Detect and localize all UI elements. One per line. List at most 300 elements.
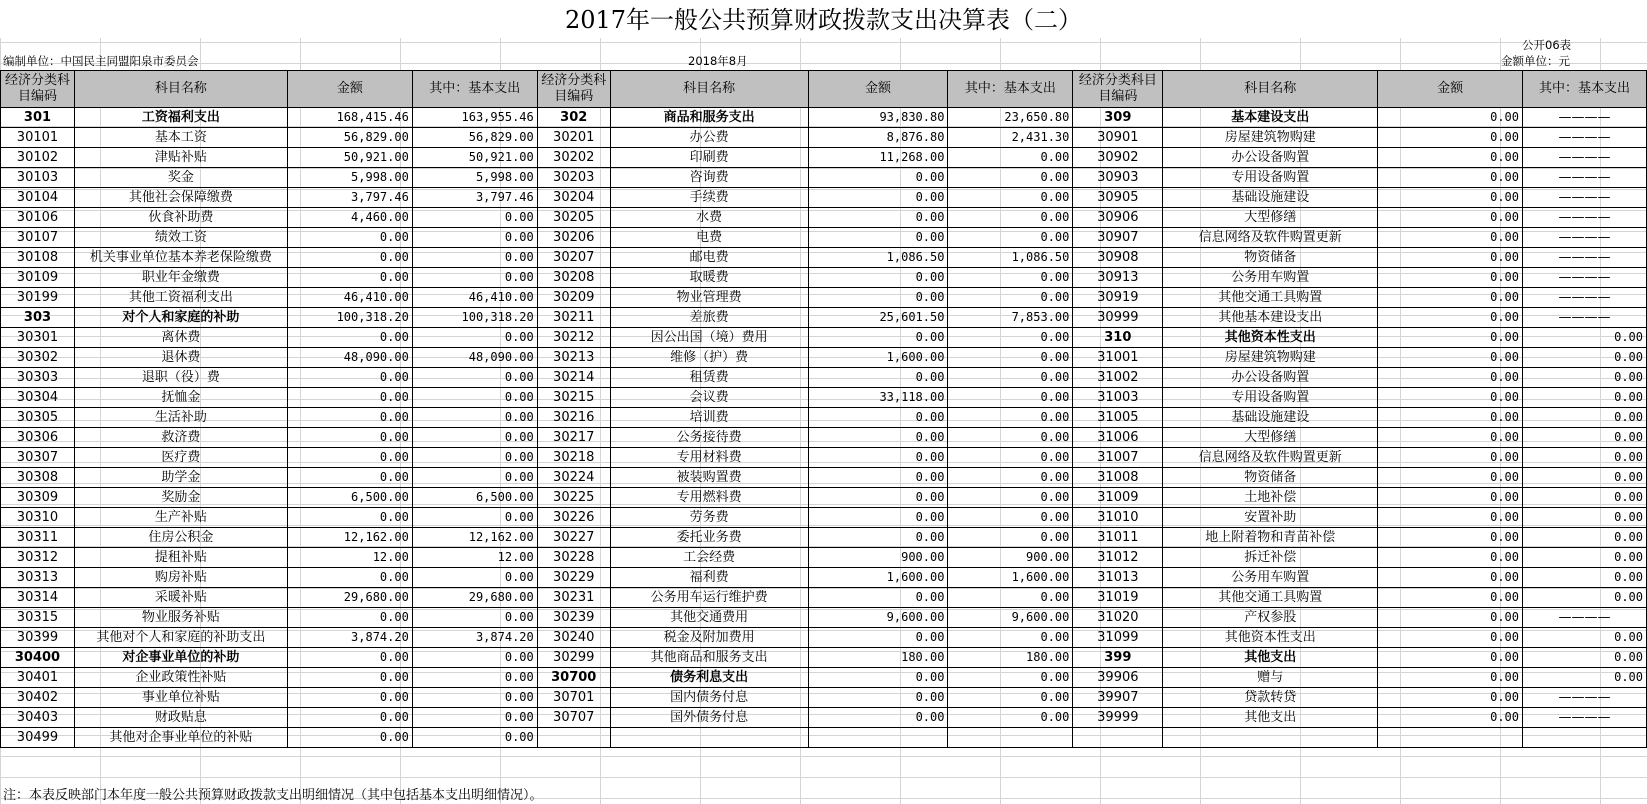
table-row [1, 188, 1647, 208]
code-cell: 31011 [1073, 528, 1163, 548]
amount-cell: 50,921.00 [287, 148, 412, 168]
basic-cell: 0.00 [948, 368, 1073, 388]
amount-cell: 0.00 [808, 468, 948, 488]
code-cell: 310 [1073, 328, 1163, 348]
name-cell: 公务用车运行维护费 [610, 588, 808, 608]
code-cell: 31006 [1073, 428, 1163, 448]
name-cell: 医疗费 [74, 448, 287, 468]
basic-cell [1523, 728, 1647, 748]
amount-cell: 0.00 [287, 468, 412, 488]
header-code: 经济分类科目编码 [1, 71, 75, 108]
table-row [1, 208, 1647, 228]
code-cell: 30109 [1, 268, 75, 288]
basic-cell: 0.00 [1523, 468, 1647, 488]
name-cell: 基本建设支出 [1163, 108, 1378, 128]
table-row [1, 368, 1647, 388]
name-cell: 专用设备购置 [1163, 168, 1378, 188]
basic-cell: 0.00 [1523, 488, 1647, 508]
basic-cell: 0.00 [948, 148, 1073, 168]
table-row [1, 448, 1647, 468]
table-row [1, 688, 1647, 708]
amount-cell: 0.00 [1378, 588, 1523, 608]
amount-cell: 46,410.00 [287, 288, 412, 308]
basic-cell: 0.00 [412, 388, 537, 408]
code-cell: 30106 [1, 208, 75, 228]
code-cell: 399 [1073, 648, 1163, 668]
basic-cell: 0.00 [948, 468, 1073, 488]
basic-cell: 0.00 [1523, 388, 1647, 408]
code-cell: 31007 [1073, 448, 1163, 468]
code-cell: 30499 [1, 728, 75, 748]
code-cell: 31001 [1073, 348, 1163, 368]
name-cell: 奖励金 [74, 488, 287, 508]
amount-cell: 0.00 [808, 368, 948, 388]
name-cell: 信息网络及软件购置更新 [1163, 448, 1378, 468]
table-row [1, 568, 1647, 588]
amount-cell: 0.00 [287, 408, 412, 428]
code-cell: 30201 [537, 128, 610, 148]
name-cell: 物资储备 [1163, 468, 1378, 488]
amount-cell: 100,318.20 [287, 308, 412, 328]
name-cell: 贷款转贷 [1163, 688, 1378, 708]
name-cell: 办公设备购置 [1163, 368, 1378, 388]
name-cell: 事业单位补贴 [74, 688, 287, 708]
amount-cell: 0.00 [1378, 268, 1523, 288]
amount-cell: 0.00 [287, 428, 412, 448]
basic-cell: 0.00 [412, 708, 537, 728]
name-cell: 其他交通费用 [610, 608, 808, 628]
amount-cell: 0.00 [287, 448, 412, 468]
amount-cell: 0.00 [808, 688, 948, 708]
amount-cell: 0.00 [1378, 548, 1523, 568]
amount-cell: 0.00 [1378, 388, 1523, 408]
table-row [1, 628, 1647, 648]
name-cell: 手续费 [610, 188, 808, 208]
code-cell: 30400 [1, 648, 75, 668]
name-cell: 企业政策性补贴 [74, 668, 287, 688]
basic-cell: 0.00 [948, 408, 1073, 428]
amount-cell: 12.00 [287, 548, 412, 568]
amount-cell: 0.00 [808, 448, 948, 468]
basic-cell: 12.00 [412, 548, 537, 568]
basic-cell: ———— [1523, 188, 1647, 208]
name-cell: 咨询费 [610, 168, 808, 188]
code-cell: 30203 [537, 168, 610, 188]
code-cell: 30399 [1, 628, 75, 648]
amount-cell: 0.00 [808, 268, 948, 288]
table-row [1, 248, 1647, 268]
amount-cell: 0.00 [1378, 108, 1523, 128]
name-cell: 邮电费 [610, 248, 808, 268]
amount-cell: 6,500.00 [287, 488, 412, 508]
basic-cell: 6,500.00 [412, 488, 537, 508]
amount-cell: 0.00 [287, 728, 412, 748]
name-cell: 助学金 [74, 468, 287, 488]
code-cell: 30700 [537, 668, 610, 688]
code-cell: 31013 [1073, 568, 1163, 588]
name-cell: 国外债务付息 [610, 708, 808, 728]
code-cell: 30211 [537, 308, 610, 328]
code-cell: 30107 [1, 228, 75, 248]
amount-cell: 25,601.50 [808, 308, 948, 328]
name-cell: 基础设施建设 [1163, 408, 1378, 428]
code-cell: 30214 [537, 368, 610, 388]
code-cell: 302 [537, 108, 610, 128]
name-cell: 印刷费 [610, 148, 808, 168]
currency-unit: 金额单位：元 [1501, 54, 1570, 68]
name-cell: 抚恤金 [74, 388, 287, 408]
amount-cell: 0.00 [808, 208, 948, 228]
code-cell: 30308 [1, 468, 75, 488]
name-cell: 维修（护）费 [610, 348, 808, 368]
code-cell: 30311 [1, 528, 75, 548]
table-header-row [1, 71, 1647, 108]
amount-cell: 0.00 [287, 248, 412, 268]
basic-cell: 0.00 [412, 208, 537, 228]
code-cell: 30216 [537, 408, 610, 428]
amount-cell: 0.00 [808, 168, 948, 188]
amount-cell: 0.00 [1378, 128, 1523, 148]
basic-cell: 0.00 [412, 688, 537, 708]
code-cell: 30224 [537, 468, 610, 488]
amount-cell: 0.00 [1378, 528, 1523, 548]
table-row [1, 528, 1647, 548]
expenditure-table [0, 70, 1647, 748]
code-cell: 31003 [1073, 388, 1163, 408]
basic-cell: ———— [1523, 308, 1647, 328]
code-cell: 30402 [1, 688, 75, 708]
amount-cell: 0.00 [287, 688, 412, 708]
basic-cell: ———— [1523, 228, 1647, 248]
name-cell: 办公费 [610, 128, 808, 148]
basic-cell: 0.00 [948, 528, 1073, 548]
amount-cell: 0.00 [287, 648, 412, 668]
header-basic: 其中：基本支出 [1523, 71, 1647, 108]
basic-cell: 0.00 [948, 508, 1073, 528]
name-cell: 职业年金缴费 [74, 268, 287, 288]
table-row [1, 328, 1647, 348]
name-cell: 采暖补贴 [74, 588, 287, 608]
amount-cell: 0.00 [1378, 228, 1523, 248]
name-cell: 地上附着物和青苗补偿 [1163, 528, 1378, 548]
basic-cell: 0.00 [948, 288, 1073, 308]
code-cell: 30212 [537, 328, 610, 348]
code-cell: 30101 [1, 128, 75, 148]
amount-cell: 0.00 [287, 368, 412, 388]
basic-cell: 0.00 [1523, 348, 1647, 368]
amount-cell: 33,118.00 [808, 388, 948, 408]
code-cell: 30901 [1073, 128, 1163, 148]
name-cell: 退休费 [74, 348, 287, 368]
reporting-unit: 编制单位：中国民主同盟阳泉市委员会 [3, 54, 199, 68]
report-date: 2018年8月 [688, 54, 748, 68]
name-cell: 其他社会保障缴费 [74, 188, 287, 208]
table-row [1, 428, 1647, 448]
code-cell: 30209 [537, 288, 610, 308]
code-cell: 39999 [1073, 708, 1163, 728]
basic-cell: 0.00 [948, 588, 1073, 608]
table-row [1, 608, 1647, 628]
amount-cell: 0.00 [287, 668, 412, 688]
basic-cell: 1,086.50 [948, 248, 1073, 268]
basic-cell: 0.00 [948, 388, 1073, 408]
table-row [1, 288, 1647, 308]
basic-cell [948, 728, 1073, 748]
basic-cell: ———— [1523, 108, 1647, 128]
amount-cell: 0.00 [1378, 648, 1523, 668]
table-row [1, 108, 1647, 128]
header-amount: 金额 [1378, 71, 1523, 108]
basic-cell: 0.00 [1523, 368, 1647, 388]
name-cell: 委托业务费 [610, 528, 808, 548]
name-cell: 差旅费 [610, 308, 808, 328]
name-cell: 物业服务补贴 [74, 608, 287, 628]
name-cell: 被装购置费 [610, 468, 808, 488]
basic-cell: 0.00 [1523, 508, 1647, 528]
name-cell: 水费 [610, 208, 808, 228]
amount-cell: 0.00 [808, 528, 948, 548]
amount-cell: 0.00 [808, 708, 948, 728]
basic-cell: 0.00 [1523, 528, 1647, 548]
form-number: 公开06表 [1522, 38, 1572, 52]
basic-cell: 29,680.00 [412, 588, 537, 608]
code-cell: 30108 [1, 248, 75, 268]
code-cell: 31008 [1073, 468, 1163, 488]
name-cell: 财政贴息 [74, 708, 287, 728]
code-cell: 30215 [537, 388, 610, 408]
amount-cell: 0.00 [1378, 168, 1523, 188]
header-amount: 金额 [808, 71, 948, 108]
code-cell: 30313 [1, 568, 75, 588]
code-cell: 30919 [1073, 288, 1163, 308]
name-cell: 其他交通工具购置 [1163, 588, 1378, 608]
amount-cell: 0.00 [808, 628, 948, 648]
amount-cell: 0.00 [1378, 208, 1523, 228]
name-cell: 公务用车购置 [1163, 268, 1378, 288]
basic-cell: ———— [1523, 248, 1647, 268]
code-cell: 30906 [1073, 208, 1163, 228]
name-cell: 生产补贴 [74, 508, 287, 528]
code-cell: 30229 [537, 568, 610, 588]
basic-cell: 0.00 [948, 268, 1073, 288]
amount-cell: 1,600.00 [808, 348, 948, 368]
amount-cell: 0.00 [808, 508, 948, 528]
name-cell: 房屋建筑物购建 [1163, 128, 1378, 148]
amount-cell: 0.00 [1378, 508, 1523, 528]
code-cell: 30240 [537, 628, 610, 648]
name-cell [610, 728, 808, 748]
amount-cell: 1,086.50 [808, 248, 948, 268]
code-cell: 30103 [1, 168, 75, 188]
table-row [1, 388, 1647, 408]
basic-cell: 0.00 [412, 228, 537, 248]
code-cell: 30208 [537, 268, 610, 288]
basic-cell: ———— [1523, 148, 1647, 168]
code-cell [537, 728, 610, 748]
header-amount: 金额 [287, 71, 412, 108]
name-cell: 商品和服务支出 [610, 108, 808, 128]
name-cell: 生活补助 [74, 408, 287, 428]
basic-cell: 48,090.00 [412, 348, 537, 368]
name-cell: 劳务费 [610, 508, 808, 528]
code-cell: 30239 [537, 608, 610, 628]
name-cell: 其他对个人和家庭的补助支出 [74, 628, 287, 648]
code-cell: 30217 [537, 428, 610, 448]
code-cell: 31012 [1073, 548, 1163, 568]
amount-cell: 0.00 [1378, 448, 1523, 468]
name-cell: 专用燃料费 [610, 488, 808, 508]
basic-cell: 0.00 [412, 368, 537, 388]
amount-cell: 3,797.46 [287, 188, 412, 208]
name-cell: 基本工资 [74, 128, 287, 148]
name-cell: 税金及附加费用 [610, 628, 808, 648]
amount-cell: 11,268.00 [808, 148, 948, 168]
name-cell: 大型修缮 [1163, 428, 1378, 448]
basic-cell: 2,431.30 [948, 128, 1073, 148]
basic-cell: 9,600.00 [948, 608, 1073, 628]
name-cell: 其他工资福利支出 [74, 288, 287, 308]
name-cell: 专用设备购置 [1163, 388, 1378, 408]
amount-cell: 168,415.46 [287, 108, 412, 128]
code-cell: 30403 [1, 708, 75, 728]
name-cell: 其他支出 [1163, 648, 1378, 668]
code-cell: 30304 [1, 388, 75, 408]
code-cell: 31010 [1073, 508, 1163, 528]
amount-cell: 0.00 [1378, 368, 1523, 388]
name-cell: 工会经费 [610, 548, 808, 568]
code-cell: 31099 [1073, 628, 1163, 648]
amount-cell: 0.00 [1378, 688, 1523, 708]
code-cell: 30707 [537, 708, 610, 728]
code-cell: 30206 [537, 228, 610, 248]
name-cell: 伙食补助费 [74, 208, 287, 228]
amount-cell: 0.00 [1378, 148, 1523, 168]
amount-cell: 4,460.00 [287, 208, 412, 228]
code-cell: 30913 [1073, 268, 1163, 288]
amount-cell: 0.00 [1378, 408, 1523, 428]
amount-cell: 1,600.00 [808, 568, 948, 588]
code-cell: 30903 [1073, 168, 1163, 188]
basic-cell: 0.00 [948, 708, 1073, 728]
table-row [1, 708, 1647, 728]
amount-cell: 9,600.00 [808, 608, 948, 628]
name-cell: 产权参股 [1163, 608, 1378, 628]
code-cell: 39906 [1073, 668, 1163, 688]
name-cell: 住房公积金 [74, 528, 287, 548]
amount-cell: 0.00 [808, 428, 948, 448]
basic-cell: 0.00 [412, 428, 537, 448]
basic-cell: 0.00 [412, 248, 537, 268]
amount-cell [808, 728, 948, 748]
code-cell: 30314 [1, 588, 75, 608]
amount-cell: 0.00 [1378, 568, 1523, 588]
header-name: 科目名称 [74, 71, 287, 108]
basic-cell: 0.00 [948, 228, 1073, 248]
code-cell: 301 [1, 108, 75, 128]
basic-cell: 0.00 [948, 208, 1073, 228]
amount-cell: 0.00 [1378, 428, 1523, 448]
code-cell [1073, 728, 1163, 748]
name-cell: 租赁费 [610, 368, 808, 388]
amount-cell: 0.00 [287, 508, 412, 528]
amount-cell: 0.00 [287, 388, 412, 408]
code-cell: 30102 [1, 148, 75, 168]
name-cell: 培训费 [610, 408, 808, 428]
code-cell: 31020 [1073, 608, 1163, 628]
basic-cell: 0.00 [948, 448, 1073, 468]
amount-cell: 0.00 [287, 568, 412, 588]
basic-cell: 0.00 [1523, 408, 1647, 428]
header-basic: 其中：基本支出 [412, 71, 537, 108]
table-row [1, 408, 1647, 428]
name-cell: 物业管理费 [610, 288, 808, 308]
header-basic: 其中：基本支出 [948, 71, 1073, 108]
name-cell: 大型修缮 [1163, 208, 1378, 228]
code-cell: 30306 [1, 428, 75, 448]
basic-cell: 3,874.20 [412, 628, 537, 648]
code-cell: 30205 [537, 208, 610, 228]
code-cell: 30226 [537, 508, 610, 528]
basic-cell: 23,650.80 [948, 108, 1073, 128]
basic-cell: 0.00 [1523, 588, 1647, 608]
basic-cell: 0.00 [1523, 628, 1647, 648]
name-cell: 救济费 [74, 428, 287, 448]
name-cell: 电费 [610, 228, 808, 248]
basic-cell: 7,853.00 [948, 308, 1073, 328]
code-cell: 30310 [1, 508, 75, 528]
basic-cell: 3,797.46 [412, 188, 537, 208]
amount-cell: 8,876.80 [808, 128, 948, 148]
amount-cell: 0.00 [1378, 248, 1523, 268]
name-cell: 奖金 [74, 168, 287, 188]
amount-cell: 0.00 [808, 228, 948, 248]
name-cell: 其他商品和服务支出 [610, 648, 808, 668]
code-cell: 30999 [1073, 308, 1163, 328]
amount-cell: 900.00 [808, 548, 948, 568]
basic-cell: 0.00 [412, 668, 537, 688]
amount-cell: 0.00 [1378, 708, 1523, 728]
name-cell: 购房补贴 [74, 568, 287, 588]
table-row [1, 348, 1647, 368]
name-cell: 工资福利支出 [74, 108, 287, 128]
code-cell: 30303 [1, 368, 75, 388]
basic-cell: 900.00 [948, 548, 1073, 568]
basic-cell: 0.00 [948, 688, 1073, 708]
name-cell: 拆迁补偿 [1163, 548, 1378, 568]
name-cell: 津贴补贴 [74, 148, 287, 168]
name-cell: 公务用车购置 [1163, 568, 1378, 588]
basic-cell: 0.00 [948, 328, 1073, 348]
table-row [1, 308, 1647, 328]
name-cell: 会议费 [610, 388, 808, 408]
basic-cell: ———— [1523, 688, 1647, 708]
amount-cell: 93,830.80 [808, 108, 948, 128]
amount-cell: 0.00 [1378, 308, 1523, 328]
amount-cell: 5,998.00 [287, 168, 412, 188]
basic-cell: ———— [1523, 168, 1647, 188]
code-cell: 30213 [537, 348, 610, 368]
name-cell: 其他支出 [1163, 708, 1378, 728]
basic-cell: 46,410.00 [412, 288, 537, 308]
amount-cell: 180.00 [808, 648, 948, 668]
report-title: 2017年一般公共预算财政拨款支出决算表（二） [0, 0, 1647, 38]
code-cell: 30315 [1, 608, 75, 628]
header-code [1073, 71, 1163, 108]
basic-cell: 0.00 [948, 428, 1073, 448]
basic-cell: 0.00 [948, 628, 1073, 648]
table-row [1, 508, 1647, 528]
header-name: 科目名称 [1163, 71, 1378, 108]
